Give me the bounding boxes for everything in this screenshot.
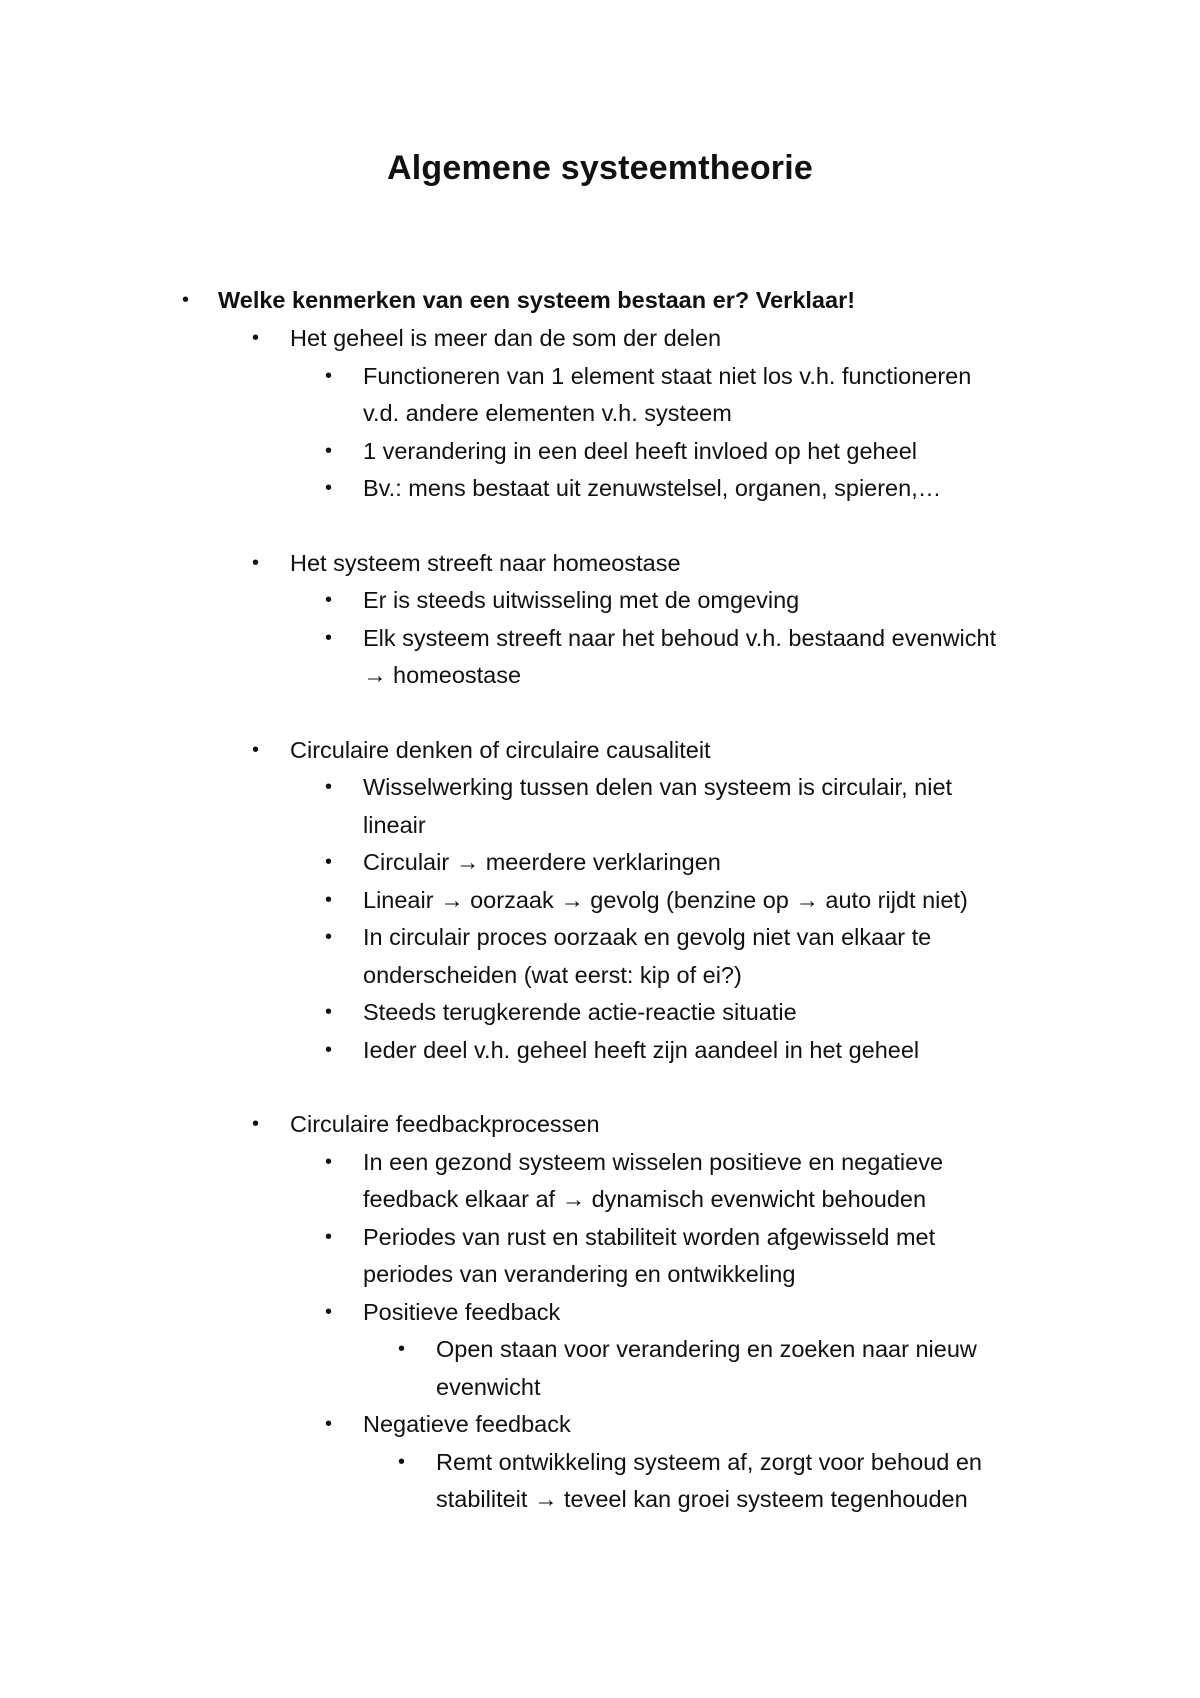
bullet: • bbox=[325, 477, 333, 499]
list-item: Circulair → meerdere verklaringen bbox=[363, 849, 721, 875]
bullet: • bbox=[325, 851, 333, 873]
bullet: • bbox=[325, 365, 333, 387]
list-item-continuation: lineair bbox=[363, 812, 426, 838]
bullet: • bbox=[325, 589, 333, 611]
bullet: • bbox=[325, 1039, 333, 1061]
bullet: • bbox=[325, 1001, 333, 1023]
bullet: • bbox=[325, 440, 333, 462]
list-item: Wisselwerking tussen delen van systeem is circulair, niet bbox=[363, 774, 953, 800]
bullet: • bbox=[325, 1226, 333, 1248]
list-item: Positieve feedback bbox=[363, 1299, 561, 1325]
list-item: Bv.: mens bestaat uit zenuwstelsel, organen, spieren,… bbox=[363, 475, 942, 501]
bullet: • bbox=[398, 1451, 406, 1473]
bullet: • bbox=[398, 1338, 406, 1360]
bullet: • bbox=[252, 327, 260, 349]
list-item: In circulair proces oorzaak en gevolg niet van elkaar te bbox=[363, 924, 932, 950]
bullet: • bbox=[252, 552, 260, 574]
question-heading: Welke kenmerken van een systeem bestaan er? Verklaar! bbox=[218, 287, 856, 313]
sub-list-item: Open staan voor verandering en zoeken naar nieuw bbox=[436, 1336, 977, 1362]
sub-list-item-continuation: stabiliteit → teveel kan groei systeem tegenhouden bbox=[436, 1486, 968, 1512]
bullet: • bbox=[325, 1301, 333, 1323]
section-heading: Het geheel is meer dan de som der delen bbox=[290, 325, 722, 351]
list-item-continuation: → homeostase bbox=[363, 662, 522, 688]
list-item: Periodes van rust en stabiliteit worden afgewisseld met bbox=[363, 1224, 936, 1250]
bullet: • bbox=[325, 926, 333, 948]
list-item-continuation: onderscheiden (wat eerst: kip of ei?) bbox=[363, 962, 742, 988]
list-item: Functioneren van 1 element staat niet los v.h. functioneren bbox=[363, 363, 972, 389]
list-item: Ieder deel v.h. geheel heeft zijn aandeel in het geheel bbox=[363, 1037, 920, 1063]
bullet: • bbox=[182, 289, 190, 311]
bullet: • bbox=[325, 1151, 333, 1173]
sub-list-item-continuation: evenwicht bbox=[436, 1374, 541, 1400]
list-item: 1 verandering in een deel heeft invloed op het geheel bbox=[363, 438, 917, 464]
bullet: • bbox=[325, 776, 333, 798]
bullet: • bbox=[252, 1113, 260, 1135]
sub-list-item: Remt ontwikkeling systeem af, zorgt voor behoud en bbox=[436, 1449, 982, 1475]
bullet: • bbox=[325, 889, 333, 911]
bullet: • bbox=[252, 739, 260, 761]
section-heading: Circulaire feedbackprocessen bbox=[290, 1111, 600, 1137]
list-item: Lineair → oorzaak → gevolg (benzine op → auto rijdt niet) bbox=[363, 887, 968, 913]
list-item: Elk systeem streeft naar het behoud v.h. bestaand evenwicht bbox=[363, 625, 997, 651]
list-item: In een gezond systeem wisselen positieve en negatieve bbox=[363, 1149, 944, 1175]
list-item: Steeds terugkerende actie-reactie situatie bbox=[363, 999, 797, 1025]
section-heading: Het systeem streeft naar homeostase bbox=[290, 550, 681, 576]
section-heading: Circulaire denken of circulaire causaliteit bbox=[290, 737, 711, 763]
page-title: Algemene systeemtheorie bbox=[387, 149, 813, 187]
bullet: • bbox=[325, 627, 333, 649]
list-item-continuation: v.d. andere elementen v.h. systeem bbox=[363, 400, 732, 426]
bullet: • bbox=[325, 1413, 333, 1435]
list-item-continuation: periodes van verandering en ontwikkeling bbox=[363, 1261, 796, 1287]
list-item-continuation: feedback elkaar af → dynamisch evenwicht behouden bbox=[363, 1186, 927, 1212]
list-item: Negatieve feedback bbox=[363, 1411, 571, 1437]
list-item: Er is steeds uitwisseling met de omgeving bbox=[363, 587, 800, 613]
